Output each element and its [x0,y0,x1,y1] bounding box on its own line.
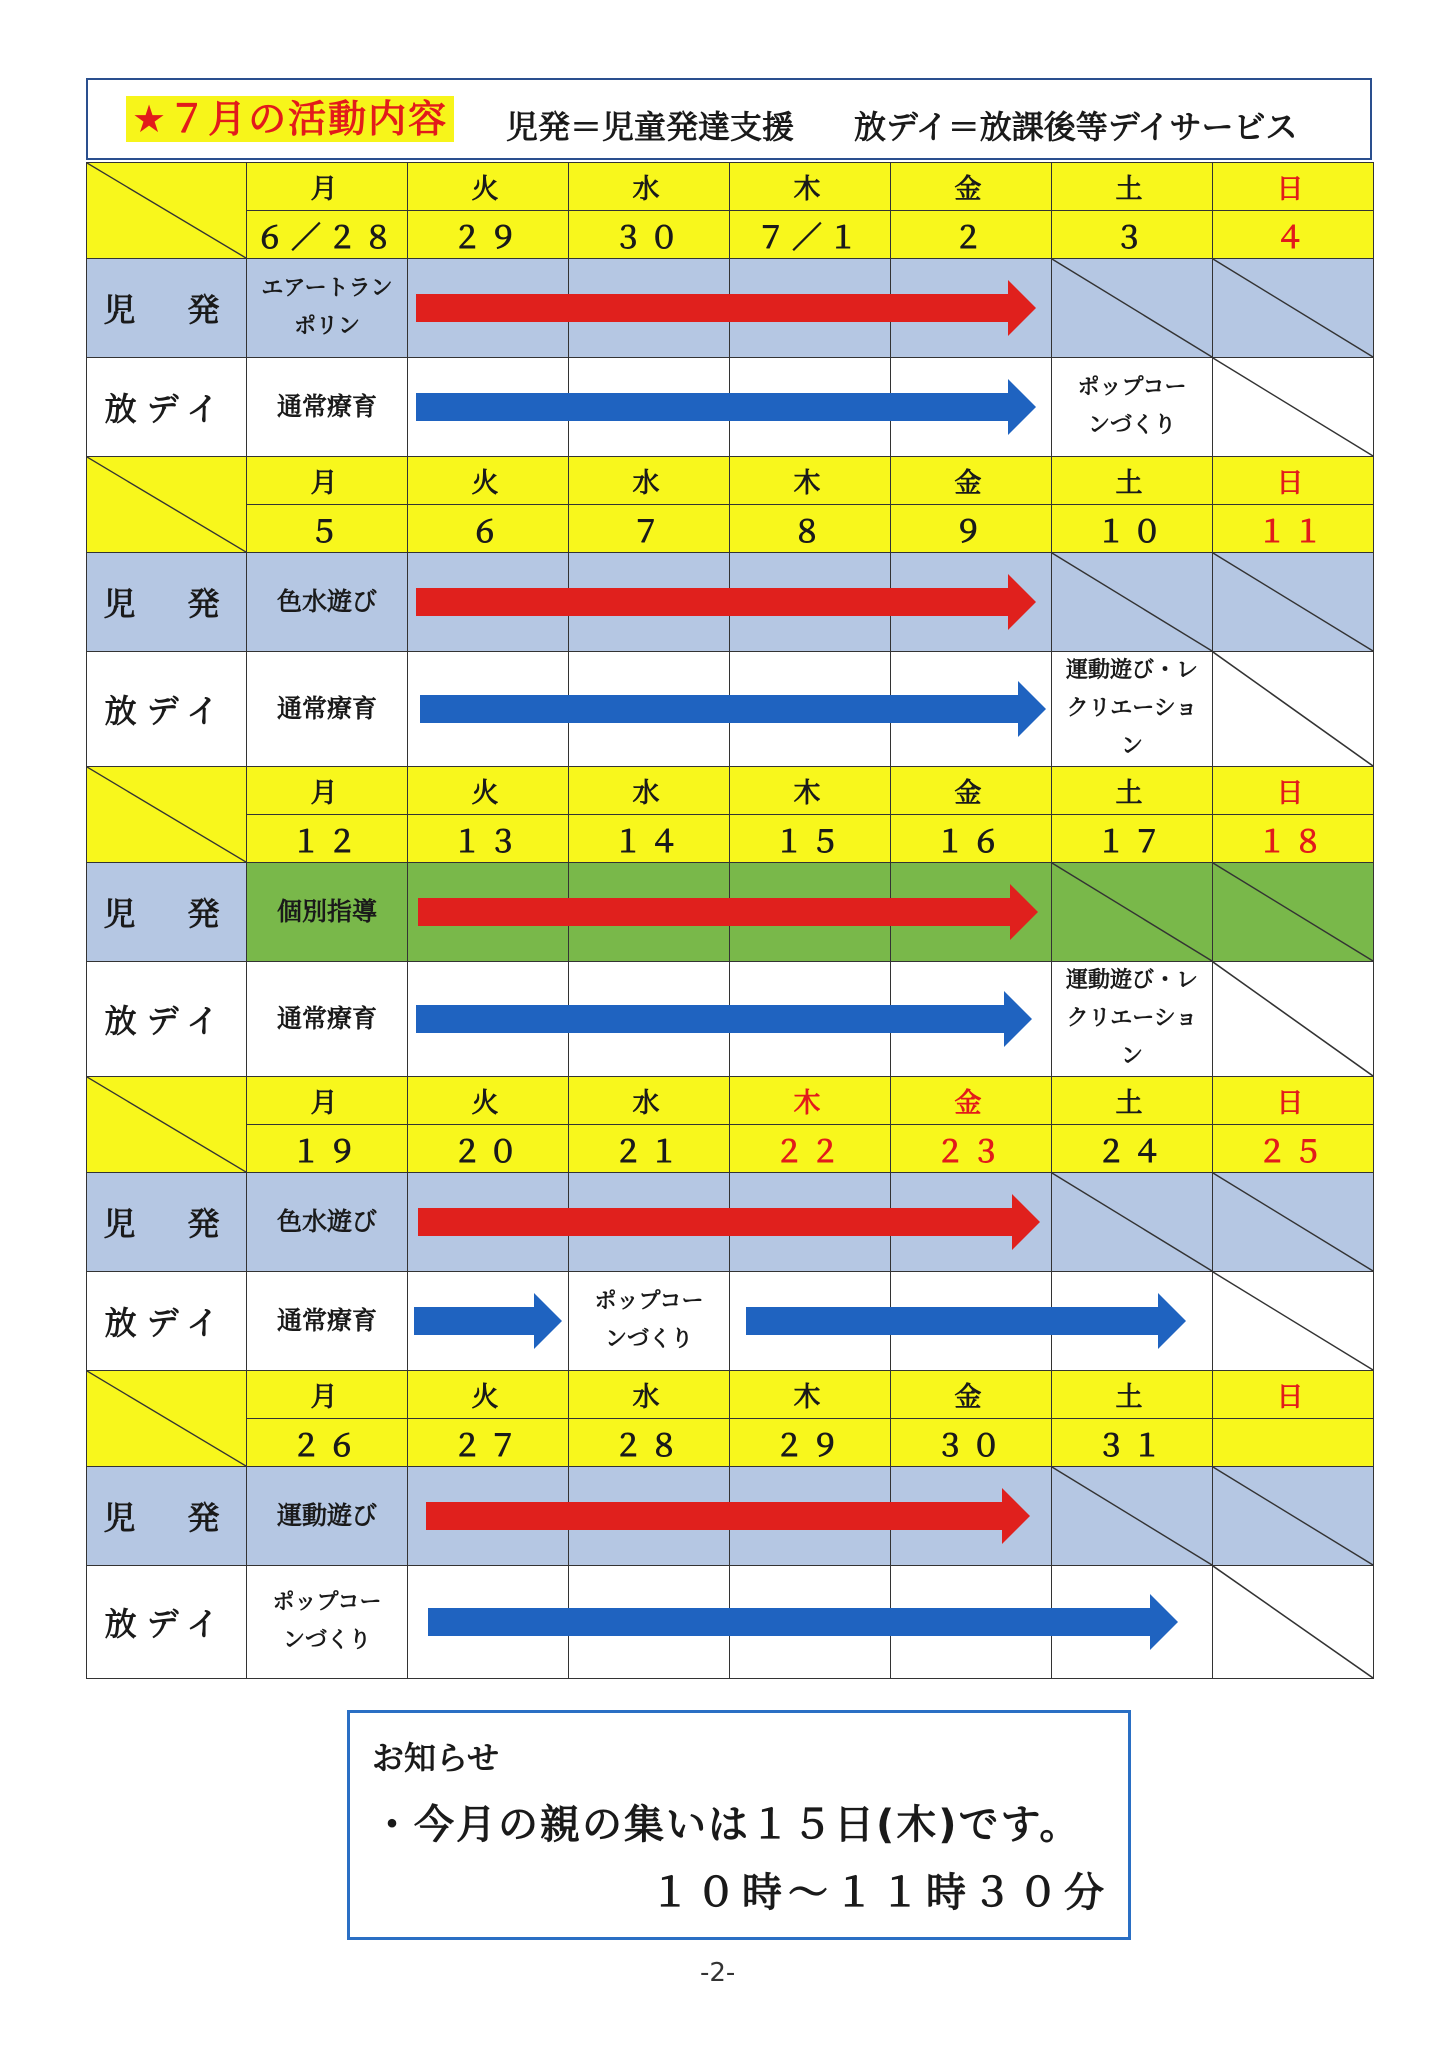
red-arrow [418,884,1038,940]
day-label: 月 [247,1077,408,1125]
jihatsu-activity: 色水遊び [247,1173,408,1272]
arrow-cell [730,1272,891,1371]
week-3-houday-row [87,962,1374,1077]
date-cell: １３ [408,815,569,863]
blue-arrow [416,379,1036,435]
houday-activity: ポップコーンづくり [247,1566,408,1679]
arrow-cell [408,863,569,962]
row-label-houday: 放デイ [87,652,247,767]
day-label: 火 [408,767,569,815]
date-cell-holiday: １８ [1213,815,1374,863]
jihatsu-activity: 個別指導 [247,863,408,962]
week-1-houday-row [87,358,1374,457]
activity-calendar [86,162,1374,1679]
date-cell: ５ [247,505,408,553]
week-4-day-row [87,1077,1374,1125]
corner-cell [87,767,247,863]
page-title: ★７月の活動内容 [126,96,454,142]
day-label: 木 [730,163,891,211]
week-4-houday-row [87,1272,1374,1371]
day-label: 土 [1052,767,1213,815]
row-label-houday: 放デイ [87,358,247,457]
date-cell-holiday: ２３ [891,1125,1052,1173]
week-5-day-row [87,1371,1374,1419]
date-cell: １６ [891,815,1052,863]
day-label: 木 [730,767,891,815]
houday-activity: 通常療育 [247,358,408,457]
week-3-day-row [87,767,1374,815]
day-label-holiday: 木 [730,1077,891,1125]
week-4-date-row [87,1125,1374,1173]
date-cell-empty [1213,1419,1374,1467]
corner-cell [87,1077,247,1173]
jihatsu-activity: 色水遊び [247,553,408,652]
no-session-cell [1213,652,1374,767]
week-1-date-row [87,211,1374,259]
day-label: 土 [1052,1077,1213,1125]
blue-arrow [416,991,1032,1047]
date-cell: ６ [408,505,569,553]
day-label: 火 [408,163,569,211]
red-arrow [416,574,1036,630]
no-session-cell [1052,553,1213,652]
no-session-cell [1052,259,1213,358]
page-number: -2- [700,1958,736,1988]
blue-arrow [414,1293,562,1349]
day-label-holiday: 金 [891,1077,1052,1125]
day-label: 火 [408,457,569,505]
day-label: 水 [569,1077,730,1125]
blue-arrow [428,1594,1178,1650]
day-label-holiday: 日 [1213,767,1374,815]
day-label: 水 [569,457,730,505]
day-label: 火 [408,1371,569,1419]
week-5-houday-row [87,1566,1374,1679]
day-label: 木 [730,457,891,505]
day-label: 木 [730,1371,891,1419]
week-2-day-row [87,457,1374,505]
no-session-cell [1213,1272,1374,1371]
week-3-jihatsu-row [87,863,1374,962]
week-3-date-row [87,815,1374,863]
date-cell-holiday: ２５ [1213,1125,1374,1173]
week-5-jihatsu-row [87,1467,1374,1566]
day-label: 金 [891,767,1052,815]
no-session-cell [1213,863,1374,962]
day-label: 金 [891,163,1052,211]
jihatsu-activity: エアートランポリン [247,259,408,358]
week-4-jihatsu-row [87,1173,1374,1272]
houday-activity: 通常療育 [247,962,408,1077]
jihatsu-activity: 運動遊び [247,1467,408,1566]
no-session-cell [1213,553,1374,652]
day-label-holiday: 日 [1213,457,1374,505]
day-label: 土 [1052,457,1213,505]
date-cell: ２６ [247,1419,408,1467]
red-arrow [418,1194,1040,1250]
houday-activity: 通常療育 [247,652,408,767]
day-label-holiday: 日 [1213,1077,1374,1125]
red-arrow [416,280,1036,336]
date-cell: ２１ [569,1125,730,1173]
week-5-date-row [87,1419,1374,1467]
date-cell: ２０ [408,1125,569,1173]
no-session-cell [1052,1467,1213,1566]
date-cell: ７／１ [730,211,891,259]
corner-cell [87,1371,247,1467]
notice-box [347,1710,1131,1940]
row-label-jihatsu: 児 発 [87,1467,247,1566]
arrow-cell [408,962,569,1077]
week-1-jihatsu-row [87,259,1374,358]
arrow-cell [408,553,569,652]
date-cell: １０ [1052,505,1213,553]
houday-saturday-activity: ポップコーンづくり [1052,358,1213,457]
no-session-cell [1213,1173,1374,1272]
notice-line-2: １０時～１１時３０分 [650,1870,1110,1916]
week-1-day-row [87,163,1374,211]
day-label: 月 [247,457,408,505]
notice-line-1: ・今月の親の集いは１５日(木)です。 [372,1802,1082,1848]
day-label: 水 [569,767,730,815]
date-cell: ２９ [730,1419,891,1467]
corner-cell [87,163,247,259]
arrow-cell [408,358,569,457]
day-label: 金 [891,1371,1052,1419]
date-cell: ２ [891,211,1052,259]
date-cell-holiday: ４ [1213,211,1374,259]
date-cell: ３ [1052,211,1213,259]
no-session-cell [1213,1566,1374,1679]
date-cell: １９ [247,1125,408,1173]
date-cell: １５ [730,815,891,863]
day-label: 月 [247,163,408,211]
arrow-cell [408,652,569,767]
day-label: 火 [408,1077,569,1125]
day-label: 月 [247,1371,408,1419]
date-cell: ２８ [569,1419,730,1467]
date-cell: ６／２８ [247,211,408,259]
date-cell: ３１ [1052,1419,1213,1467]
no-session-cell [1213,1467,1374,1566]
no-session-cell [1052,1173,1213,1272]
week-2-date-row [87,505,1374,553]
day-label-holiday: 日 [1213,1371,1374,1419]
day-label: 水 [569,163,730,211]
week-2-houday-row [87,652,1374,767]
legend-houday: 放デイ＝放課後等デイサービス [854,108,1298,146]
date-cell: ２４ [1052,1125,1213,1173]
arrow-cell [408,1467,569,1566]
date-cell-holiday: ２２ [730,1125,891,1173]
day-label-holiday: 日 [1213,163,1374,211]
blue-arrow [420,681,1046,737]
date-cell: ２９ [408,211,569,259]
notice-title: お知らせ [372,1739,500,1777]
row-label-houday: 放デイ [87,962,247,1077]
blue-arrow [746,1293,1186,1349]
date-cell: １７ [1052,815,1213,863]
page-header [86,78,1372,160]
day-label: 月 [247,767,408,815]
day-label: 金 [891,457,1052,505]
no-session-cell [1213,259,1374,358]
row-label-jihatsu: 児 発 [87,259,247,358]
date-cell: １２ [247,815,408,863]
houday-wednesday-activity: ポップコーンづくり [569,1272,730,1371]
day-label: 水 [569,1371,730,1419]
arrow-cell [408,259,569,358]
date-cell: ８ [730,505,891,553]
red-arrow [426,1488,1030,1544]
date-cell: ９ [891,505,1052,553]
day-label: 土 [1052,163,1213,211]
day-label: 土 [1052,1371,1213,1419]
date-cell: ３０ [569,211,730,259]
date-cell: ７ [569,505,730,553]
houday-activity: 通常療育 [247,1272,408,1371]
date-cell: ２７ [408,1419,569,1467]
date-cell-holiday: １１ [1213,505,1374,553]
no-session-cell [1052,863,1213,962]
date-cell: １４ [569,815,730,863]
arrow-cell [408,1173,569,1272]
date-cell: ３０ [891,1419,1052,1467]
row-label-jihatsu: 児 発 [87,553,247,652]
row-label-jihatsu: 児 発 [87,1173,247,1272]
arrow-cell [408,1272,569,1371]
row-label-houday: 放デイ [87,1566,247,1679]
corner-cell [87,457,247,553]
no-session-cell [1213,962,1374,1077]
legend-jihatsu: 児発＝児童発達支援 [506,108,795,146]
row-label-houday: 放デイ [87,1272,247,1371]
arrow-cell [408,1566,569,1679]
houday-saturday-activity: 運動遊び・レクリエーション [1052,962,1213,1077]
week-2-jihatsu-row [87,553,1374,652]
row-label-jihatsu: 児 発 [87,863,247,962]
houday-saturday-activity: 運動遊び・レクリエーション [1052,652,1213,767]
no-session-cell [1213,358,1374,457]
